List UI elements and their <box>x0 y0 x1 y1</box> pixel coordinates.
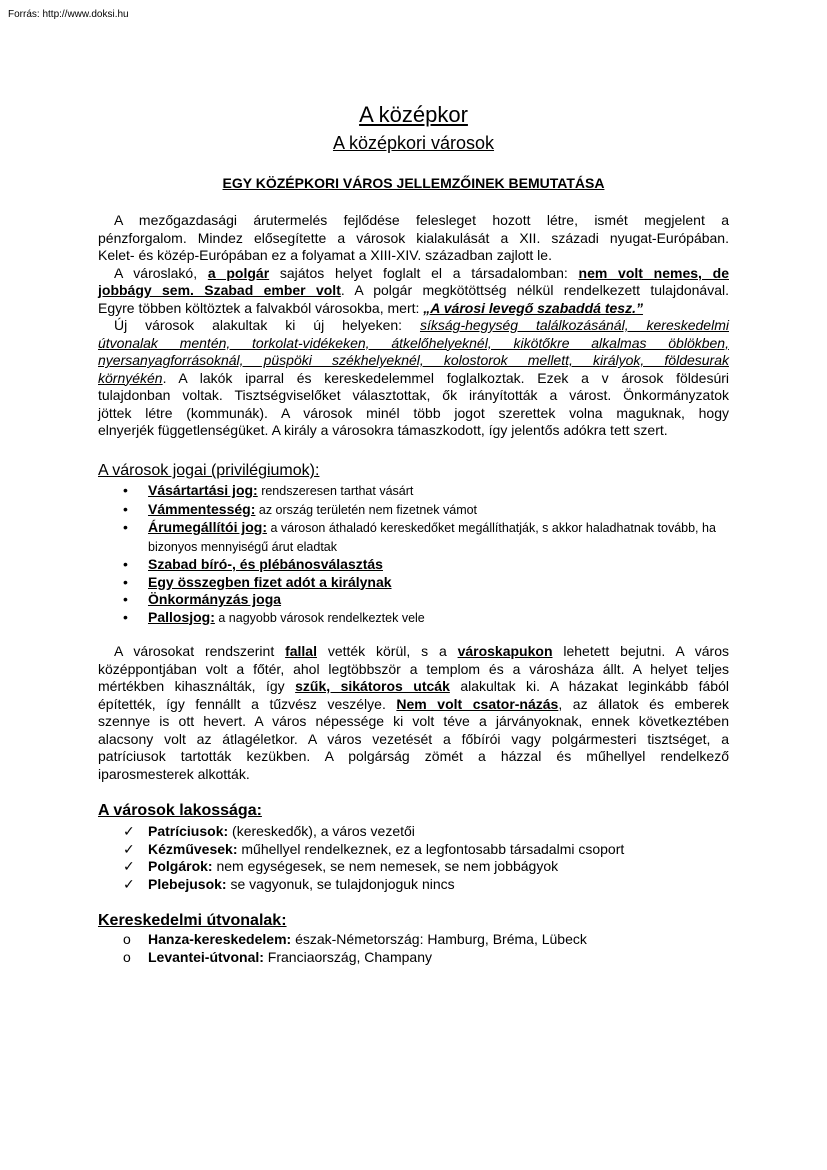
text-line: jobbágy sem. Szabad ember volt. A polgár megkötöttség nélkül rendelkezett tulajdonával. <box>98 282 729 298</box>
bullet-icon: • <box>123 519 128 535</box>
list-item: o Levantei-útvonal: Franciaország, Champany <box>123 948 432 965</box>
list-item: • Pallosjog: a nagyobb városok rendelkeztek vele <box>123 608 425 625</box>
population-list <box>98 823 738 893</box>
checkmark-icon: ✓ <box>123 823 135 839</box>
routes-heading: Kereskedelmi útvonalak: <box>98 912 287 929</box>
text-line: elnyerjék függetlenségüket. A király a városokra támaszkodott, így jelentős adókra tett szert. <box>98 422 668 438</box>
text-line: Kelet- és közép-Európában ez a folyamat a XIII-XIV. században zajlott le. <box>98 247 552 263</box>
text-line: mértékben kihasználták, így szűk, sikátoros utcák alakultak ki. A házakat leginkább fából <box>98 678 729 694</box>
list-item: ✓ Patríciusok: (kereskedők), a város vezetői <box>123 823 415 839</box>
text-line: Új városok alakultak ki új helyeken: síkság-hegység találkozásánál, kereskedelmi <box>114 317 729 333</box>
text-line: A városokat rendszerint fallal vették körül, s a városkapukon lehetett bejutni. A város <box>114 643 729 659</box>
bullet-icon: • <box>123 500 128 517</box>
source-note: Forrás: http://www.doksi.hu <box>8 9 129 20</box>
bullet-icon: • <box>123 556 128 572</box>
city-text <box>98 643 729 783</box>
list-item: • Egy összegben fizet adót a királynak <box>123 573 392 590</box>
text-line: építették, így fennállt a tűzvész veszélye. Nem volt csator-názás, az állatok és emberek <box>98 695 729 712</box>
text-line: alacsony volt az átlagéletkor. A város vezetését a főbírói vagy polgármesteri tisztséget, a <box>98 730 729 747</box>
emphasis: Nem volt csator-názás <box>396 695 559 712</box>
list-item: ✓ Polgárok: nem egységesek, se nem nemesek, se nem jobbágyok <box>123 858 559 874</box>
list-item: ✓ Plebejusok: se vagyonuk, se tulajdonjoguk nincs <box>123 875 455 892</box>
routes-list <box>98 931 738 966</box>
text-line: A városlakó, a polgár sajátos helyet foglalt el a társadalomban: nem volt nemes, de <box>114 264 729 281</box>
list-item: • Vámmentesség: az ország területén nem fizetnek vámot <box>123 500 478 517</box>
emphasis: a polgár <box>207 264 270 281</box>
section-heading: EGY KÖZÉPKORI VÁROS JELLEMZŐINEK BEMUTATÁSA <box>222 175 605 191</box>
text-line: iparosmesterek alkották. <box>98 765 250 782</box>
text-line: jöttek létre (kommunák). A városok minél több jogot szerettek volna maguknak, hogy <box>98 404 729 421</box>
text-line: nyersanyagforrásoknál, püspöki székhelyeknél, kolostorok mellett, királyok, földesurak <box>98 352 729 368</box>
bullet-icon: • <box>123 591 128 607</box>
emphasis: városkapukon <box>457 643 553 659</box>
quote: „A városi levegő szabaddá tesz.” <box>423 299 643 316</box>
list-item: o Hanza-kereskedelem: észak-Németország: Hamburg, Bréma, Lübeck <box>123 931 587 947</box>
intro-text <box>98 212 729 440</box>
population-heading: A városok lakossága: <box>98 802 262 819</box>
bullet-icon: • <box>123 608 128 625</box>
text-line: középpontjában volt a főtér, ahol legtöbbször a templom és a városháza állt. A helyet teljes <box>98 660 729 677</box>
text-line: tulajdonban voltak. Tisztségviselőket választottak, ők irányították a várost. Önkormányzatok <box>98 387 729 403</box>
emphasis: fallal <box>285 643 317 659</box>
bullet-icon: • <box>123 482 128 498</box>
emphasis: nem volt nemes, de <box>578 264 729 281</box>
list-item: • Szabad bíró-, és plébánosválasztás <box>123 556 383 572</box>
emphasis: szűk, sikátoros utcák <box>295 678 450 694</box>
rights-list <box>98 482 738 627</box>
text-line: útvonalak mentén, torkolat-vidékeken, átkelőhelyeknél, kikötőkre alkalmas öblökben, <box>98 334 729 351</box>
checkmark-icon: ✓ <box>123 840 135 857</box>
emphasis: jobbágy sem. Szabad ember volt <box>98 282 341 298</box>
places-list: síkság-hegység találkozásánál, kereskedelmi <box>419 317 729 333</box>
text-line: pénzforgalom. Mindez elősegítette a városok kialakulását a XII. századi nyugat-Európában. <box>98 229 729 246</box>
checkmark-icon: ✓ <box>123 858 135 874</box>
bullet-icon: • <box>123 573 128 590</box>
rights-heading: A városok jogai (privilégiumok): <box>98 462 320 479</box>
text-line: A mezőgazdasági árutermelés fejlődése felesleget hozott létre, ismét megjelent a <box>114 212 729 228</box>
list-item: • Önkormányzás joga <box>123 591 282 607</box>
checkmark-icon: ✓ <box>123 875 135 892</box>
circle-bullet-icon: o <box>123 931 131 947</box>
text-line: patríciusok tartották kezükben. A polgárság zömét a házzal és műhellyel rendelkező <box>98 748 729 764</box>
page-subtitle: A középkori városok <box>332 133 495 153</box>
text-line: Egyre többen költöztek a falvakból városokba, mert: „A városi levegő szabaddá tesz.” <box>98 299 643 316</box>
list-item: ✓ Kézművesek: műhellyel rendelkeznek, ez a legfontosabb társadalmi csoport <box>123 840 625 857</box>
text-line: szennye is ott hevert. A város népessége ki volt téve a járványoknak, ennek következtében <box>98 713 729 729</box>
list-item: • Vásártartási jog: rendszeresen tarthat vásárt <box>123 482 414 498</box>
list-item: • Árumegállítói jog: a városon áthaladó kereskedőket megállíthatják, s akkor haladhatnak tovább, ha bizonyos mennyiségű árut eladtak <box>123 519 716 554</box>
page-title: A középkor <box>359 102 468 127</box>
circle-bullet-icon: o <box>123 948 131 965</box>
text-line: környékén. A lakók iparral és kereskedelemmel foglalkoztak. Ezek a v árosok földesúri <box>98 369 729 386</box>
